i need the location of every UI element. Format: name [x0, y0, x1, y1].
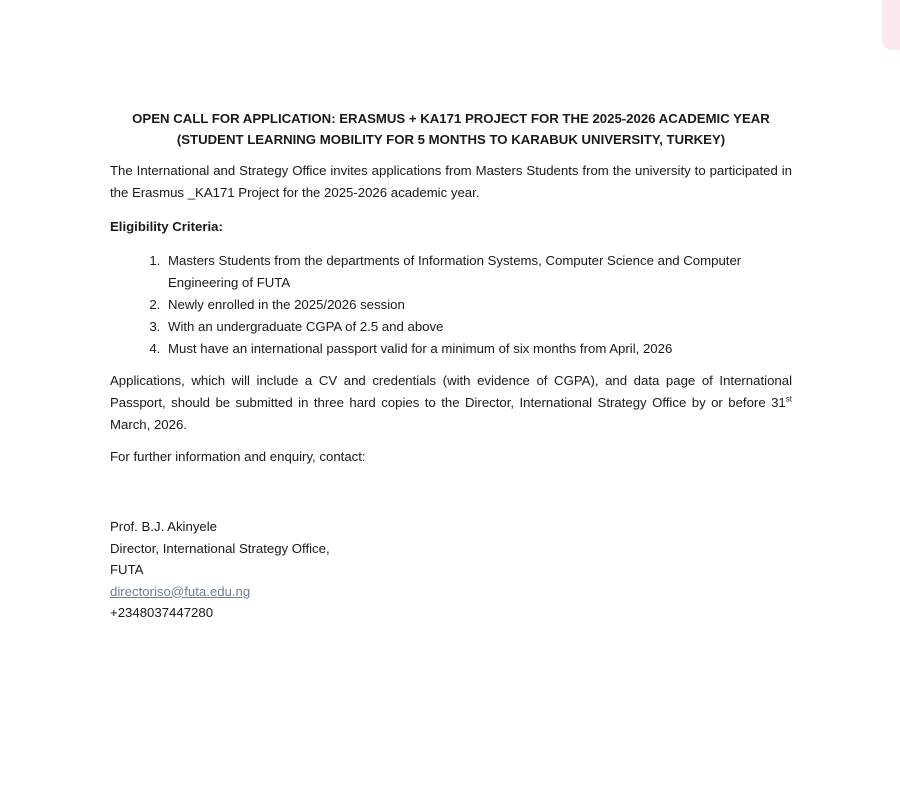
eligibility-item: 4. Must have an international passport valid for a minimum of six months from April, 2026: [164, 338, 792, 360]
applications-text: Applications, which will include a CV and credentials (with evidence of CGPA), and data page of International Passport, should be submitted in three hard copies to the Director, International Strategy Office by or before 31: [110, 373, 792, 410]
intro-paragraph: The International and Strategy Office invites applications from Masters Students from the university to participated in the Erasmus _KA171 Project for the 2025-2026 academic year.: [110, 163, 792, 200]
eligibility-item: 2. Newly enrolled in the 2025/2026 session: [164, 294, 792, 316]
eligibility-list: [110, 250, 792, 360]
eligibility-heading: Eligibility Criteria:: [110, 219, 223, 234]
contact-name: Prof. B.J. Akinyele: [110, 519, 218, 534]
corner-decoration: [882, 0, 900, 50]
contact-block: [110, 516, 792, 624]
contact-phone: +2348037447280: [110, 605, 214, 620]
contact-position: Director, International Strategy Office,: [110, 540, 330, 556]
applications-deadline: March, 2026.: [110, 417, 187, 432]
date-ordinal-suffix: st: [785, 394, 792, 404]
announcement-document: [110, 108, 792, 624]
eligibility-item: 3. With an undergraduate CGPA of 2.5 and above: [164, 316, 792, 338]
announcement-title: OPEN CALL FOR APPLICATION: ERASMUS + KA171 PROJECT FOR THE 2025-2026 ACADEMIC YEAR (STUDENT LEARNING MOBILITY FOR 5 MONTHS TO KARABUK UNIVERSITY, TURKEY): [132, 111, 770, 147]
contact-email-link[interactable]: directoriso@futa.edu.ng: [110, 583, 251, 599]
eligibility-item: 1. Masters Students from the departments of Information Systems, Computer Science and Computer Engineering of FUTA: [164, 250, 792, 294]
applications-paragraph: [110, 370, 792, 436]
enquiry-text: For further information and enquiry, contact:: [110, 449, 366, 464]
contact-institution: FUTA: [110, 562, 144, 577]
